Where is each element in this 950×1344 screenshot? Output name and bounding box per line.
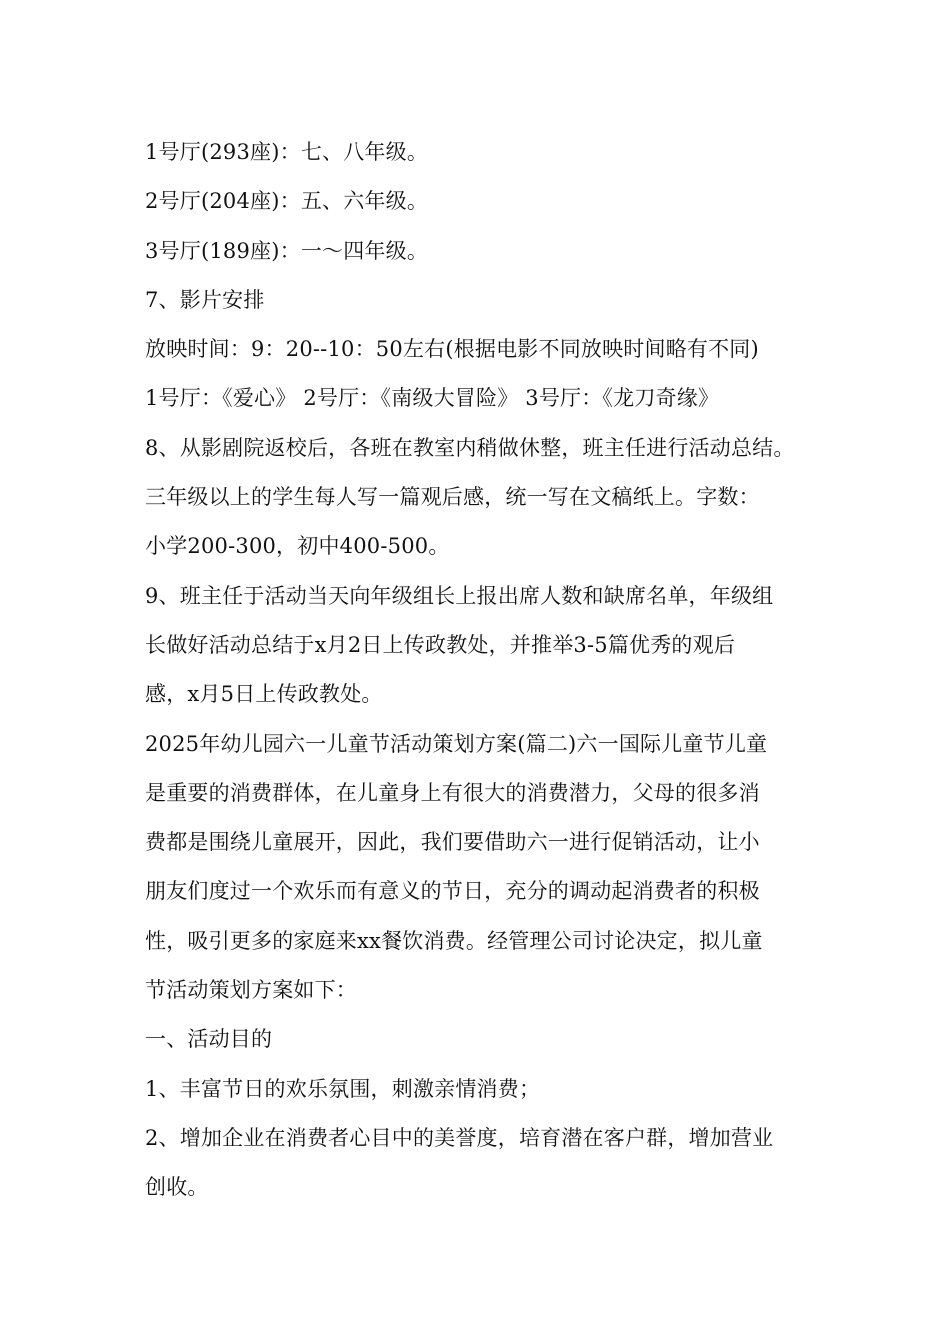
text-line: 3号厅(189座)：一～四年级。 [145,238,429,263]
text-line: 感，x月5日上传政教处。 [145,682,383,707]
document-body [145,128,825,1213]
section-heading: 一、活动目的 [145,1027,273,1052]
text-line: 性，吸引更多的家庭来xx餐饮消费。经管理公司讨论决定，拟儿童 [145,928,763,953]
section-heading: 7、影片安排 [145,287,265,312]
text-line: 2号厅(204座)：五、六年级。 [145,189,429,214]
text-line: 放映时间：9：20--10：50左右(根据电影不同放映时间略有不同) [145,337,759,362]
text-line: 创收。 [145,1175,209,1200]
text-line: 2025年幼儿园六一儿童节活动策划方案(篇二)六一国际儿童节儿童 [145,731,768,756]
text-line: 小学200-300，初中400-500。 [145,534,450,559]
text-line: 节活动策划方案如下： [145,978,357,1003]
text-line: 是重要的消费群体，在儿童身上有很大的消费潜力，父母的很多消 [145,780,760,805]
text-line: 朋友们度过一个欢乐而有意义的节日，充分的调动起消费者的积极 [145,879,760,904]
text-line: 1号厅(293座)：七、八年级。 [145,140,429,164]
text-line: 费都是围绕儿童展开，因此，我们要借助六一进行促销活动，让小 [145,830,760,855]
text-line: 9、班主任于活动当天向年级组长上报出席人数和缺席名单，年级组 [145,583,774,608]
text-line: 2、增加企业在消费者心目中的美誉度，培育潜在客户群，增加营业 [145,1125,774,1150]
text-line: 1号厅：《爱心》 2号厅：《南级大冒险》 3号厅：《龙刀奇缘》 [145,386,720,411]
text-line: 三年级以上的学生每人写一篇观后感，统一写在文稿纸上。字数： [145,485,760,510]
text-line: 长做好活动总结于x月2日上传政教处，并推举3-5篇优秀的观后 [145,632,736,657]
text-line: 8、从影剧院返校后，各班在教室内稍做休整，班主任进行活动总结。 [145,435,795,460]
text-line: 1、丰富节日的欢乐氛围，刺激亲情消费； [145,1076,541,1101]
